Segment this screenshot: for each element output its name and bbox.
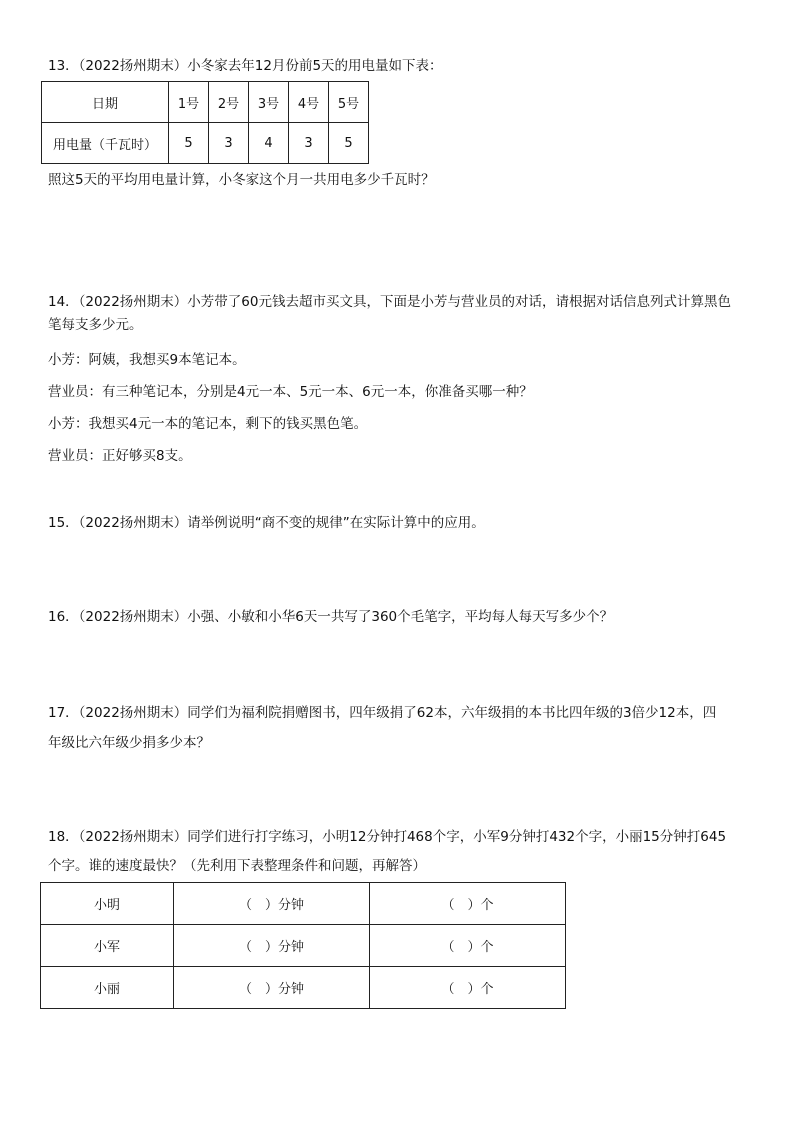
q14-line2: 笔每支多少元。 <box>48 317 143 333</box>
q13-question: 照这5天的平均用电量计算，小冬家这个月一共用电多少千瓦时？ <box>48 172 435 188</box>
table-cell: （ ）分钟 <box>174 883 370 925</box>
q16-line1: 16．（2022扬州期末）小强、小敏和小华6天一共写了360个毛笔字，平均每人每天写多少个？ <box>48 609 614 625</box>
table-row <box>41 883 566 925</box>
q18-typing-table <box>40 882 566 1009</box>
table-cell: 4号 <box>289 82 329 123</box>
q14-dialogue-1: 小芳：阿姨，我想买9本笔记本。 <box>48 352 246 368</box>
q13-title: 13．（2022扬州期末）小冬家去年12月份前5天的用电量如下表： <box>48 58 443 74</box>
table-cell: 小丽 <box>41 967 174 1009</box>
table-cell: 3号 <box>249 82 289 123</box>
table-cell: 5 <box>329 123 369 164</box>
table-cell: 1号 <box>169 82 209 123</box>
q18-line1: 18．（2022扬州期末）同学们进行打字练习，小明12分钟打468个字，小军9分钟打432个字，小丽15分钟打645 <box>48 829 727 845</box>
table-cell: 5 <box>169 123 209 164</box>
table-row <box>41 925 566 967</box>
q13-date-row <box>42 82 369 123</box>
q13-usage-row <box>42 123 369 164</box>
table-cell: （ ）分钟 <box>174 967 370 1009</box>
q17-line2: 年级比六年级少捐多少本？ <box>48 735 210 751</box>
table-cell: 2号 <box>209 82 249 123</box>
table-cell: 4 <box>249 123 289 164</box>
q13-electricity-table <box>41 81 369 164</box>
table-cell: （ ）分钟 <box>174 925 370 967</box>
q17-line1: 17．（2022扬州期末）同学们为福利院捐赠图书，四年级捐了62本，六年级捐的本书比四年级的3倍少12本，四 <box>48 705 717 721</box>
table-cell: 3 <box>209 123 249 164</box>
table-cell: 用电量（千瓦时） <box>42 123 169 164</box>
table-cell: 小明 <box>41 883 174 925</box>
table-cell: （ ）个 <box>370 967 566 1009</box>
q14-line1: 14．（2022扬州期末）小芳带了60元钱去超市买文具，下面是小芳与营业员的对话，请根据对话信息列式计算黑色 <box>48 294 731 310</box>
table-cell: 5号 <box>329 82 369 123</box>
table-cell: （ ）个 <box>370 883 566 925</box>
q14-dialogue-3: 小芳：我想买4元一本的笔记本，剩下的钱买黑色笔。 <box>48 416 368 432</box>
table-cell: 小军 <box>41 925 174 967</box>
table-cell: 3 <box>289 123 329 164</box>
table-row <box>41 967 566 1009</box>
q14-dialogue-4: 营业员：正好够买8支。 <box>48 448 192 464</box>
q18-line2: 个字。谁的速度最快？（先利用下表整理条件和问题，再解答） <box>48 858 426 874</box>
table-cell: （ ）个 <box>370 925 566 967</box>
q15-line1: 15．（2022扬州期末）请举例说明“商不变的规律”在实际计算中的应用。 <box>48 515 485 531</box>
table-cell: 日期 <box>42 82 169 123</box>
q14-dialogue-2: 营业员：有三种笔记本，分别是4元一本、5元一本、6元一本，你准备买哪一种？ <box>48 384 533 400</box>
